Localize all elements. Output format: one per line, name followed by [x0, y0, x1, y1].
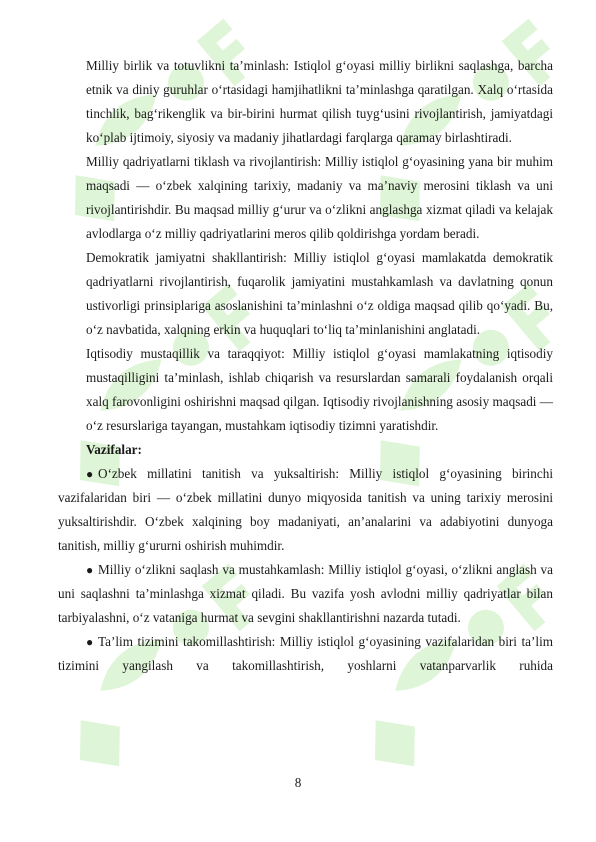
bullet-dot-icon: ● — [86, 635, 94, 649]
bullet-dot-icon: ● — [86, 467, 94, 481]
paragraph-economic-independence: Iqtisodiy mustaqillik va taraqqiyot: Milliy istiqlol g‘oyasi mamlakatning iqtisodiy mustaqilligini ta’minlash, ishlab chiqarish va resurslardan samarali foydalanish orqali xalq farovonligini oshirishni maqsad qilgan. Iqtisodiy rivojlanishning asosiy maqsadi — o‘z resurslariga tayangan, mustahkam iqtisodiy tizimni yaratishdir. — [86, 346, 553, 433]
bullet-item-promote-nation — [58, 462, 553, 558]
bullet-dot-icon: ● — [86, 563, 94, 577]
document-body — [58, 54, 553, 678]
bullet-text: Ta’lim tizimini takomillashtirish: Milliy istiqlol g‘oyasining vazifalaridan biri ta’lim tizimini yangilash va takomillashtirish, yoshlarni vatanparvarlik ruhida — [58, 634, 553, 673]
bullet-text: O‘zbek millatini tanitish va yuksaltirish: Milliy istiqlol g‘oyasining birinchi vazifalaridan biri — o‘zbek millatini dunyo miqyosida tanitish va uning tarixiy merosini yuksaltirishdir. O‘zbek xalqining boy madaniyati, an’analarini va adabiyotini dunyoga tanitish, milliy g‘ururni oshirish muhimdir. — [58, 466, 553, 553]
bullet-item-education-system — [58, 630, 553, 678]
bullet-text: Milliy o‘zlikni saqlash va mustahkamlash: Milliy istiqlol g‘oyasi, o‘zlikni anglash va uni saqlashni ta’minlashga xizmat qiladi. Bu vazifa yosh avlodni milliy qadriyatlar bilan tarbiyalashni, o‘z vataniga hurmat va sevgini shakllantirishni nazarda tutadi. — [58, 562, 553, 625]
bullet-item-preserve-identity — [58, 558, 553, 630]
paragraph-national-values: Milliy qadriyatlarni tiklash va rivojlantirish: Milliy istiqlol g‘oyasining yana bir muhim maqsadi — o‘zbek xalqining tarixiy, madaniy va ma’naviy merosini tiklash va uni rivojlantirishdir. Bu maqsad milliy g‘urur va o‘zlikni anglashga xizmat qiladi va kelajak avlodlarga o‘z milliy qadriyatlarini meros qilib qoldirishga yordam beradi. — [86, 154, 553, 241]
page-number: 8 — [294, 775, 302, 790]
paragraph-national-unity: Milliy birlik va totuvlikni ta’minlash: Istiqlol g‘oyasi milliy birlikni saqlashga, barcha etnik va diniy guruhlar o‘rtasidagi hamjihatlikni ta’minlashga qaratilgan. Xalq o‘rtasida tinchlik, bag‘rikenglik va bir-birini hurmat qilish tuyg‘usini rivojlantirish, jamiyatdagi ko‘plab ijtimoiy, siyosiy va madaniy jihatlardagi farqlarga qaramay birlashtiradi. — [86, 58, 553, 145]
paragraph-democratic-society: Demokratik jamiyatni shakllantirish: Milliy istiqlol g‘oyasi mamlakatda demokratik qadriyatlarni rivojlantirish, fuqarolik jamiyatini mustahkamlash va davlatning qonun ustivorligi prinsiplariga asoslanishini ta’minlashni o‘z oldiga maqsad qilib qo‘yadi. Bu, o‘z navbatida, xalqning erkin va huquqlari to‘liq ta’minlanishini anglatadi. — [86, 250, 553, 337]
tasks-heading: Vazifalar: — [86, 442, 142, 457]
